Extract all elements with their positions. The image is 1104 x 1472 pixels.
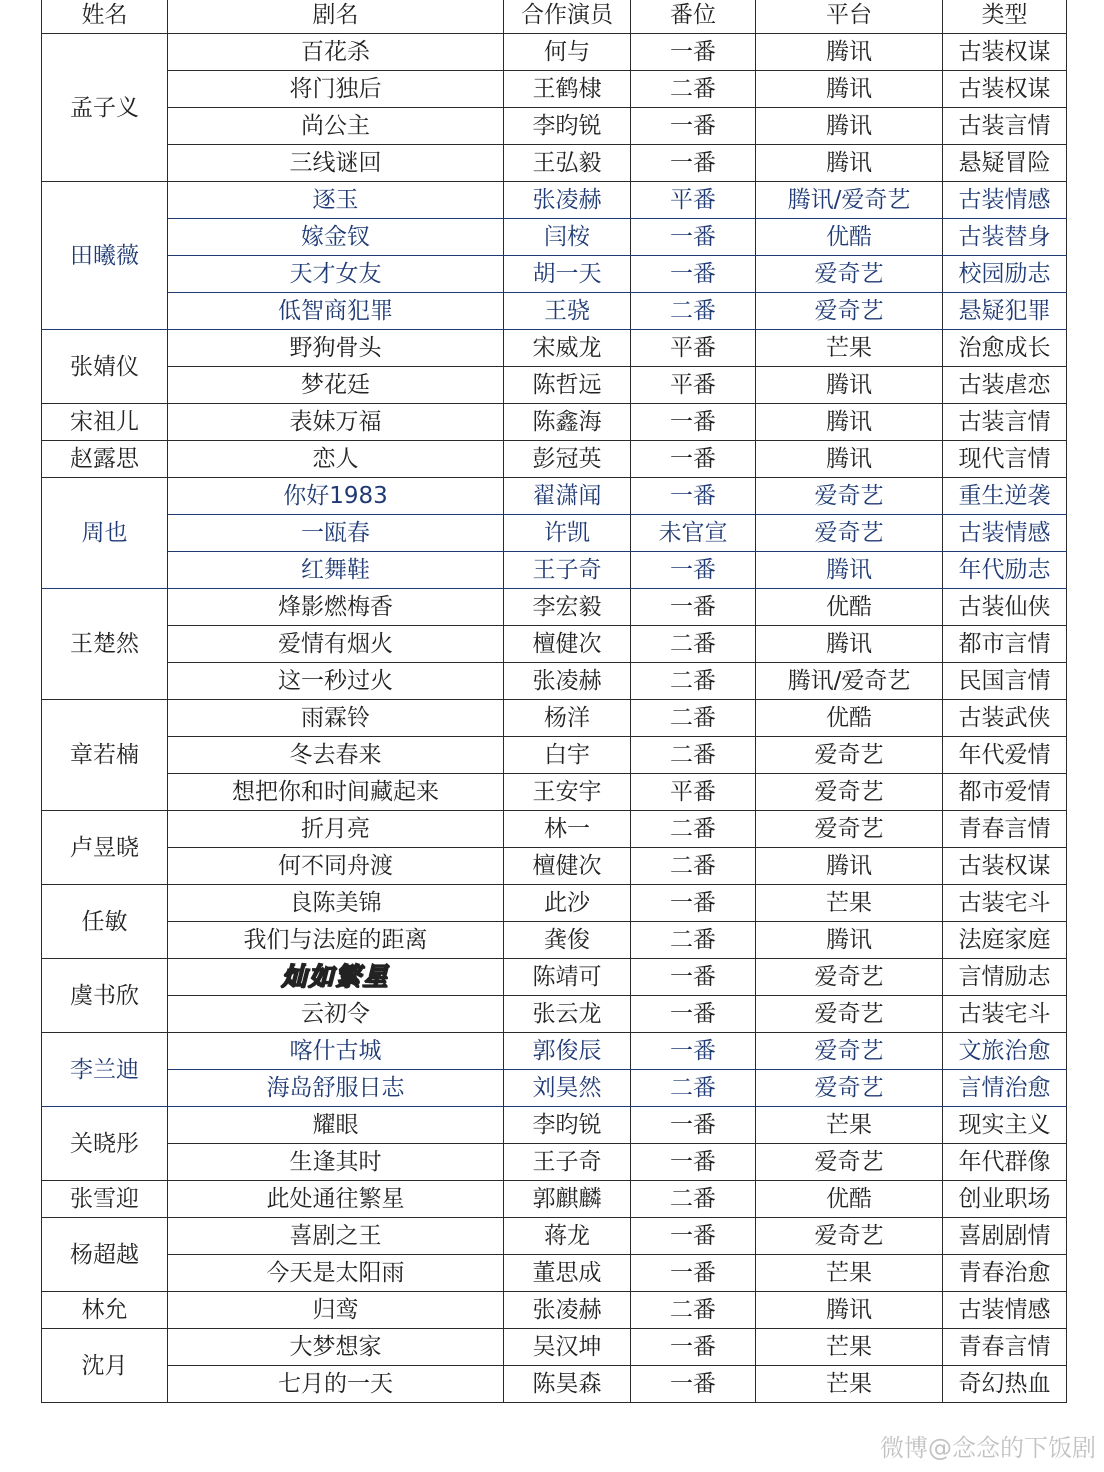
genre-cell: 重生逆袭 (943, 478, 1067, 515)
genre-cell: 校园励志 (943, 256, 1067, 293)
platform-cell: 爱奇艺 (756, 1218, 943, 1255)
costar-cell: 吴汉坤 (504, 1329, 631, 1366)
costar-cell: 王安宇 (504, 774, 631, 811)
actress-name-cell: 虞书欣 (42, 959, 168, 1033)
platform-cell: 优酷 (756, 1181, 943, 1218)
genre-cell: 言情励志 (943, 959, 1067, 996)
drama-cell: 低智商犯罪 (168, 293, 504, 330)
genre-cell: 古装仙侠 (943, 589, 1067, 626)
drama-cell: 一瓯春 (168, 515, 504, 552)
billing-cell: 一番 (631, 108, 756, 145)
table-row (42, 145, 1067, 182)
billing-cell: 二番 (631, 626, 756, 663)
billing-cell: 未官宣 (631, 515, 756, 552)
platform-cell: 爱奇艺 (756, 737, 943, 774)
genre-cell: 都市言情 (943, 626, 1067, 663)
platform-cell: 爱奇艺 (756, 1033, 943, 1070)
platform-cell: 腾讯 (756, 626, 943, 663)
billing-cell: 一番 (631, 1329, 756, 1366)
header-row (42, 0, 1067, 34)
genre-cell: 古装宅斗 (943, 996, 1067, 1033)
table-row (42, 737, 1067, 774)
genre-cell: 悬疑冒险 (943, 145, 1067, 182)
table-row (42, 1218, 1067, 1255)
actress-name-cell: 王楚然 (42, 589, 168, 700)
costar-cell: 李昀锐 (504, 1107, 631, 1144)
costar-cell: 陈鑫海 (504, 404, 631, 441)
drama-cell: 灿如繁星 (168, 959, 504, 996)
table-row (42, 34, 1067, 71)
platform-cell: 腾讯 (756, 367, 943, 404)
genre-cell: 年代群像 (943, 1144, 1067, 1181)
table-row (42, 441, 1067, 478)
billing-cell: 平番 (631, 330, 756, 367)
billing-cell: 二番 (631, 922, 756, 959)
costar-cell: 闫桉 (504, 219, 631, 256)
billing-cell: 二番 (631, 71, 756, 108)
genre-cell: 古装情感 (943, 515, 1067, 552)
platform-cell: 腾讯 (756, 848, 943, 885)
table-row (42, 293, 1067, 330)
drama-cell: 此处通往繁星 (168, 1181, 504, 1218)
drama-cell: 生逢其时 (168, 1144, 504, 1181)
billing-cell: 一番 (631, 552, 756, 589)
billing-cell: 平番 (631, 367, 756, 404)
billing-cell: 一番 (631, 996, 756, 1033)
table-row (42, 885, 1067, 922)
drama-cell: 百花杀 (168, 34, 504, 71)
actress-name-cell: 赵露思 (42, 441, 168, 478)
table-body (42, 34, 1067, 1403)
table-row (42, 1181, 1067, 1218)
genre-cell: 法庭家庭 (943, 922, 1067, 959)
table-row (42, 1366, 1067, 1403)
costar-cell: 董思成 (504, 1255, 631, 1292)
platform-cell: 芒果 (756, 1107, 943, 1144)
genre-cell: 古装言情 (943, 108, 1067, 145)
drama-cell: 雨霖铃 (168, 700, 504, 737)
genre-cell: 现实主义 (943, 1107, 1067, 1144)
billing-cell: 一番 (631, 1366, 756, 1403)
drama-table (41, 0, 1067, 1403)
platform-cell: 优酷 (756, 219, 943, 256)
costar-cell: 张凌赫 (504, 1292, 631, 1329)
platform-cell: 爱奇艺 (756, 515, 943, 552)
table-row (42, 404, 1067, 441)
costar-cell: 刘昊然 (504, 1070, 631, 1107)
billing-cell: 二番 (631, 663, 756, 700)
drama-cell: 折月亮 (168, 811, 504, 848)
actress-name-cell: 卢昱晓 (42, 811, 168, 885)
genre-cell: 古装权谋 (943, 848, 1067, 885)
actress-name-cell: 李兰迪 (42, 1033, 168, 1107)
actress-name-cell: 关晓彤 (42, 1107, 168, 1181)
costar-cell: 郭俊辰 (504, 1033, 631, 1070)
platform-cell: 爱奇艺 (756, 478, 943, 515)
platform-cell: 腾讯 (756, 145, 943, 182)
billing-cell: 一番 (631, 959, 756, 996)
table-row (42, 552, 1067, 589)
drama-cell: 嫁金钗 (168, 219, 504, 256)
table-row (42, 1033, 1067, 1070)
table-row (42, 1107, 1067, 1144)
actress-name-cell: 田曦薇 (42, 182, 168, 330)
platform-cell: 芒果 (756, 1366, 943, 1403)
table-row (42, 515, 1067, 552)
platform-cell: 优酷 (756, 589, 943, 626)
drama-cell: 红舞鞋 (168, 552, 504, 589)
drama-cell: 梦花廷 (168, 367, 504, 404)
table-row (42, 811, 1067, 848)
genre-cell: 古装虐恋 (943, 367, 1067, 404)
genre-cell: 民国言情 (943, 663, 1067, 700)
costar-cell: 此沙 (504, 885, 631, 922)
platform-cell: 爱奇艺 (756, 811, 943, 848)
drama-cell: 三线谜回 (168, 145, 504, 182)
genre-cell: 悬疑犯罪 (943, 293, 1067, 330)
billing-cell: 二番 (631, 1070, 756, 1107)
drama-cell: 恋人 (168, 441, 504, 478)
costar-cell: 宋威龙 (504, 330, 631, 367)
costar-cell: 王鹤棣 (504, 71, 631, 108)
platform-cell: 芒果 (756, 1255, 943, 1292)
platform-cell: 爱奇艺 (756, 1144, 943, 1181)
drama-cell: 爱情有烟火 (168, 626, 504, 663)
genre-cell: 古装情感 (943, 1292, 1067, 1329)
platform-cell: 腾讯 (756, 1292, 943, 1329)
drama-cell: 归鸾 (168, 1292, 504, 1329)
billing-cell: 一番 (631, 219, 756, 256)
table-row (42, 367, 1067, 404)
costar-cell: 白宇 (504, 737, 631, 774)
costar-cell: 何与 (504, 34, 631, 71)
costar-cell: 陈哲远 (504, 367, 631, 404)
drama-cell: 我们与法庭的距离 (168, 922, 504, 959)
genre-cell: 青春言情 (943, 1329, 1067, 1366)
genre-cell: 青春治愈 (943, 1255, 1067, 1292)
drama-cell: 表妹万福 (168, 404, 504, 441)
genre-cell: 现代言情 (943, 441, 1067, 478)
billing-cell: 二番 (631, 293, 756, 330)
drama-cell: 良陈美锦 (168, 885, 504, 922)
drama-cell: 大梦想家 (168, 1329, 504, 1366)
drama-cell: 耀眼 (168, 1107, 504, 1144)
header-costar: 合作演员 (504, 0, 631, 34)
actress-name-cell: 任敏 (42, 885, 168, 959)
costar-cell: 许凯 (504, 515, 631, 552)
genre-cell: 古装权谋 (943, 71, 1067, 108)
billing-cell: 一番 (631, 1107, 756, 1144)
platform-cell: 腾讯 (756, 34, 943, 71)
drama-cell: 海岛舒服日志 (168, 1070, 504, 1107)
genre-cell: 古装权谋 (943, 34, 1067, 71)
genre-cell: 治愈成长 (943, 330, 1067, 367)
genre-cell: 喜剧剧情 (943, 1218, 1067, 1255)
costar-cell: 张凌赫 (504, 182, 631, 219)
costar-cell: 张凌赫 (504, 663, 631, 700)
platform-cell: 腾讯 (756, 71, 943, 108)
billing-cell: 一番 (631, 441, 756, 478)
table-row (42, 922, 1067, 959)
drama-cell: 将门独后 (168, 71, 504, 108)
costar-cell: 张云龙 (504, 996, 631, 1033)
table-row (42, 774, 1067, 811)
billing-cell: 一番 (631, 404, 756, 441)
billing-cell: 二番 (631, 811, 756, 848)
billing-cell: 二番 (631, 1292, 756, 1329)
billing-cell: 一番 (631, 256, 756, 293)
costar-cell: 陈昊森 (504, 1366, 631, 1403)
costar-cell: 李宏毅 (504, 589, 631, 626)
drama-cell: 何不同舟渡 (168, 848, 504, 885)
genre-cell: 古装言情 (943, 404, 1067, 441)
platform-cell: 腾讯/爱奇艺 (756, 663, 943, 700)
table-row (42, 700, 1067, 737)
platform-cell: 芒果 (756, 885, 943, 922)
header-billing: 番位 (631, 0, 756, 34)
drama-cell: 冬去春来 (168, 737, 504, 774)
drama-cell: 云初令 (168, 996, 504, 1033)
table-row (42, 330, 1067, 367)
platform-cell: 优酷 (756, 700, 943, 737)
genre-cell: 古装情感 (943, 182, 1067, 219)
table-row (42, 1144, 1067, 1181)
billing-cell: 一番 (631, 145, 756, 182)
actress-name-cell: 张雪迎 (42, 1181, 168, 1218)
costar-cell: 胡一天 (504, 256, 631, 293)
drama-cell: 逐玉 (168, 182, 504, 219)
costar-cell: 彭冠英 (504, 441, 631, 478)
billing-cell: 平番 (631, 774, 756, 811)
costar-cell: 林一 (504, 811, 631, 848)
table-row (42, 1255, 1067, 1292)
header-name: 姓名 (42, 0, 168, 34)
billing-cell: 平番 (631, 182, 756, 219)
actress-name-cell: 沈月 (42, 1329, 168, 1403)
billing-cell: 二番 (631, 737, 756, 774)
table-row (42, 848, 1067, 885)
costar-cell: 郭麒麟 (504, 1181, 631, 1218)
drama-cell: 想把你和时间藏起来 (168, 774, 504, 811)
actress-name-cell: 林允 (42, 1292, 168, 1329)
genre-cell: 古装武侠 (943, 700, 1067, 737)
table-row (42, 1329, 1067, 1366)
costar-cell: 杨洋 (504, 700, 631, 737)
actress-name-cell: 孟子义 (42, 34, 168, 182)
platform-cell: 芒果 (756, 330, 943, 367)
table-header (42, 0, 1067, 34)
genre-cell: 古装替身 (943, 219, 1067, 256)
costar-cell: 檀健次 (504, 848, 631, 885)
actress-name-cell: 宋祖儿 (42, 404, 168, 441)
platform-cell: 腾讯 (756, 922, 943, 959)
drama-cell: 今天是太阳雨 (168, 1255, 504, 1292)
table-row (42, 663, 1067, 700)
platform-cell: 爱奇艺 (756, 774, 943, 811)
costar-cell: 王子奇 (504, 1144, 631, 1181)
billing-cell: 一番 (631, 1218, 756, 1255)
platform-cell: 腾讯 (756, 108, 943, 145)
drama-cell: 天才女友 (168, 256, 504, 293)
costar-cell: 翟潇闻 (504, 478, 631, 515)
costar-cell: 王子奇 (504, 552, 631, 589)
drama-cell: 喜剧之王 (168, 1218, 504, 1255)
table-row (42, 959, 1067, 996)
billing-cell: 二番 (631, 700, 756, 737)
platform-cell: 爱奇艺 (756, 996, 943, 1033)
platform-cell: 爱奇艺 (756, 959, 943, 996)
table-row (42, 219, 1067, 256)
costar-cell: 龚俊 (504, 922, 631, 959)
platform-cell: 腾讯 (756, 441, 943, 478)
costar-cell: 王弘毅 (504, 145, 631, 182)
platform-cell: 爱奇艺 (756, 256, 943, 293)
actress-name-cell: 杨超越 (42, 1218, 168, 1292)
drama-cell: 你好1983 (168, 478, 504, 515)
header-genre: 类型 (943, 0, 1067, 34)
table-row (42, 108, 1067, 145)
header-platform: 平台 (756, 0, 943, 34)
watermark: 微博@念念的下饭剧 (880, 1434, 1096, 1462)
genre-cell: 年代爱情 (943, 737, 1067, 774)
costar-cell: 王骁 (504, 293, 631, 330)
billing-cell: 二番 (631, 848, 756, 885)
platform-cell: 腾讯 (756, 404, 943, 441)
genre-cell: 文旅治愈 (943, 1033, 1067, 1070)
platform-cell: 爱奇艺 (756, 293, 943, 330)
billing-cell: 一番 (631, 34, 756, 71)
platform-cell: 腾讯 (756, 552, 943, 589)
billing-cell: 一番 (631, 1033, 756, 1070)
genre-cell: 都市爱情 (943, 774, 1067, 811)
genre-cell: 青春言情 (943, 811, 1067, 848)
genre-cell: 言情治愈 (943, 1070, 1067, 1107)
table-row (42, 589, 1067, 626)
billing-cell: 一番 (631, 1144, 756, 1181)
billing-cell: 一番 (631, 478, 756, 515)
drama-cell: 野狗骨头 (168, 330, 504, 367)
billing-cell: 一番 (631, 885, 756, 922)
costar-cell: 檀健次 (504, 626, 631, 663)
genre-cell: 年代励志 (943, 552, 1067, 589)
table-row (42, 626, 1067, 663)
billing-cell: 一番 (631, 589, 756, 626)
genre-cell: 古装宅斗 (943, 885, 1067, 922)
table-row (42, 71, 1067, 108)
table-row (42, 1070, 1067, 1107)
table-row (42, 478, 1067, 515)
actress-name-cell: 张婧仪 (42, 330, 168, 404)
table-row (42, 256, 1067, 293)
drama-cell: 尚公主 (168, 108, 504, 145)
genre-cell: 创业职场 (943, 1181, 1067, 1218)
platform-cell: 腾讯/爱奇艺 (756, 182, 943, 219)
actress-name-cell: 章若楠 (42, 700, 168, 811)
genre-cell: 奇幻热血 (943, 1366, 1067, 1403)
actress-name-cell: 周也 (42, 478, 168, 589)
billing-cell: 一番 (631, 1255, 756, 1292)
platform-cell: 爱奇艺 (756, 1070, 943, 1107)
header-drama: 剧名 (168, 0, 504, 34)
costar-cell: 陈靖可 (504, 959, 631, 996)
platform-cell: 芒果 (756, 1329, 943, 1366)
drama-cell: 烽影燃梅香 (168, 589, 504, 626)
billing-cell: 二番 (631, 1181, 756, 1218)
drama-cell: 喀什古城 (168, 1033, 504, 1070)
drama-cell: 七月的一天 (168, 1366, 504, 1403)
drama-cell: 这一秒过火 (168, 663, 504, 700)
table-row (42, 182, 1067, 219)
table-row (42, 996, 1067, 1033)
costar-cell: 蒋龙 (504, 1218, 631, 1255)
costar-cell: 李昀锐 (504, 108, 631, 145)
table-row (42, 1292, 1067, 1329)
